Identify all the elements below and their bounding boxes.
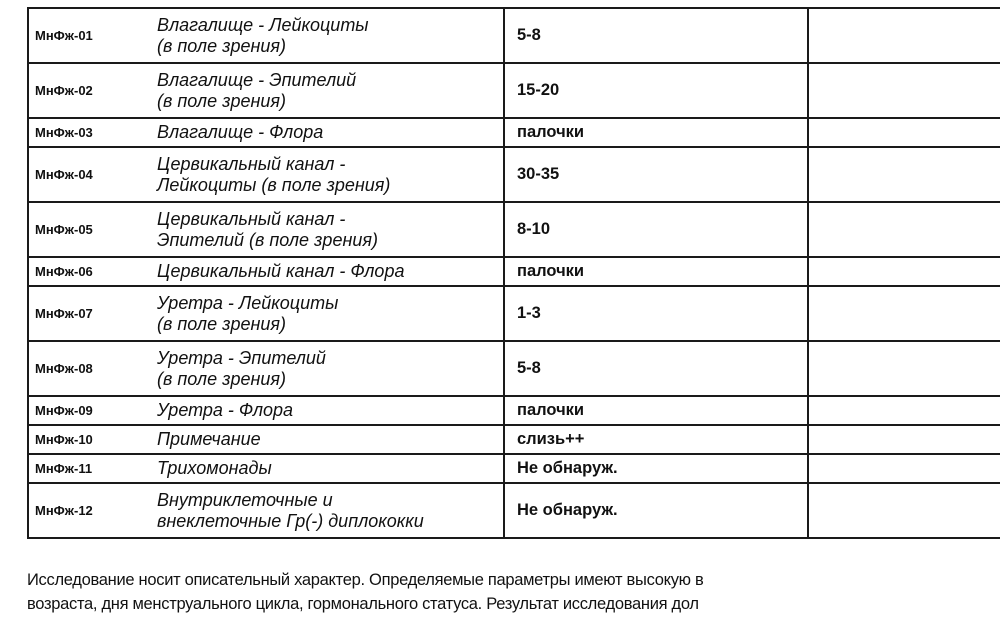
test-name-line: Лейкоциты (в поле зрения) bbox=[157, 174, 391, 195]
test-result: Не обнаруж. bbox=[504, 483, 808, 538]
table-row bbox=[28, 147, 1000, 202]
reference-cell bbox=[808, 425, 1000, 454]
test-code: МнФж-01 bbox=[28, 8, 153, 63]
test-code: МнФж-10 bbox=[28, 425, 153, 454]
table-row bbox=[28, 202, 1000, 257]
test-result: палочки bbox=[504, 396, 808, 425]
footer-line: возраста, дня менструального цикла, гормонального статуса. Результат исследования дол bbox=[27, 595, 699, 613]
table-row bbox=[28, 425, 1000, 454]
footer-note bbox=[27, 568, 1000, 616]
test-name-line: Эпителий (в поле зрения) bbox=[157, 229, 378, 250]
table-row bbox=[28, 396, 1000, 425]
test-code: МнФж-12 bbox=[28, 483, 153, 538]
table-row bbox=[28, 257, 1000, 286]
test-name bbox=[153, 483, 504, 538]
footer-line: Исследование носит описательный характер. Определяемые параметры имеют высокую в bbox=[27, 571, 704, 589]
test-result: палочки bbox=[504, 118, 808, 147]
test-name-line: Цервикальный канал - bbox=[157, 153, 346, 174]
test-result: 15-20 bbox=[504, 63, 808, 118]
test-result: 30-35 bbox=[504, 147, 808, 202]
test-name-line: Цервикальный канал - bbox=[157, 208, 346, 229]
test-name bbox=[153, 147, 504, 202]
test-name-line: Влагалище - Лейкоциты bbox=[157, 14, 369, 35]
test-name-line: Цервикальный канал - Флора bbox=[157, 261, 405, 281]
test-code: МнФж-11 bbox=[28, 454, 153, 483]
test-code: МнФж-09 bbox=[28, 396, 153, 425]
test-result: 5-8 bbox=[504, 8, 808, 63]
test-name-line: внеклеточные Гр(-) диплококки bbox=[157, 510, 424, 531]
test-name-line: Трихомонады bbox=[157, 458, 272, 478]
test-name-line: Внутриклеточные и bbox=[157, 489, 333, 510]
reference-cell bbox=[808, 454, 1000, 483]
test-result: 5-8 bbox=[504, 341, 808, 396]
table-row bbox=[28, 63, 1000, 118]
test-code: МнФж-06 bbox=[28, 257, 153, 286]
test-name bbox=[153, 257, 504, 286]
reference-cell bbox=[808, 257, 1000, 286]
table-row bbox=[28, 454, 1000, 483]
reference-cell bbox=[808, 63, 1000, 118]
test-result: слизь++ bbox=[504, 425, 808, 454]
test-code: МнФж-04 bbox=[28, 147, 153, 202]
test-name bbox=[153, 286, 504, 341]
test-result: Не обнаруж. bbox=[504, 454, 808, 483]
test-code: МнФж-02 bbox=[28, 63, 153, 118]
test-name-line: Уретра - Эпителий bbox=[157, 347, 326, 368]
test-name-line: (в поле зрения) bbox=[157, 90, 286, 111]
test-name bbox=[153, 341, 504, 396]
reference-cell bbox=[808, 147, 1000, 202]
reference-cell bbox=[808, 202, 1000, 257]
test-name-line: Уретра - Лейкоциты bbox=[157, 292, 339, 313]
test-name bbox=[153, 454, 504, 483]
test-name bbox=[153, 202, 504, 257]
test-name-line: Влагалище - Флора bbox=[157, 122, 324, 142]
test-result: 8-10 bbox=[504, 202, 808, 257]
reference-cell bbox=[808, 341, 1000, 396]
table-row bbox=[28, 483, 1000, 538]
table-row bbox=[28, 8, 1000, 63]
test-name bbox=[153, 63, 504, 118]
test-name bbox=[153, 118, 504, 147]
test-name-line: Уретра - Флора bbox=[157, 400, 294, 420]
table-row bbox=[28, 341, 1000, 396]
test-result: 1-3 bbox=[504, 286, 808, 341]
test-name-line: (в поле зрения) bbox=[157, 368, 286, 389]
test-name-line: Влагалище - Эпителий bbox=[157, 69, 357, 90]
test-name bbox=[153, 425, 504, 454]
table-row bbox=[28, 118, 1000, 147]
reference-cell bbox=[808, 8, 1000, 63]
test-code: МнФж-07 bbox=[28, 286, 153, 341]
reference-cell bbox=[808, 396, 1000, 425]
test-code: МнФж-08 bbox=[28, 341, 153, 396]
test-code: МнФж-05 bbox=[28, 202, 153, 257]
reference-cell bbox=[808, 483, 1000, 538]
test-result: палочки bbox=[504, 257, 808, 286]
results-table bbox=[27, 7, 1000, 539]
test-name bbox=[153, 396, 504, 425]
test-code: МнФж-03 bbox=[28, 118, 153, 147]
test-name-line: (в поле зрения) bbox=[157, 313, 286, 334]
test-name bbox=[153, 8, 504, 63]
table-row bbox=[28, 286, 1000, 341]
reference-cell bbox=[808, 118, 1000, 147]
reference-cell bbox=[808, 286, 1000, 341]
test-name-line: Примечание bbox=[157, 429, 261, 449]
test-name-line: (в поле зрения) bbox=[157, 35, 286, 56]
